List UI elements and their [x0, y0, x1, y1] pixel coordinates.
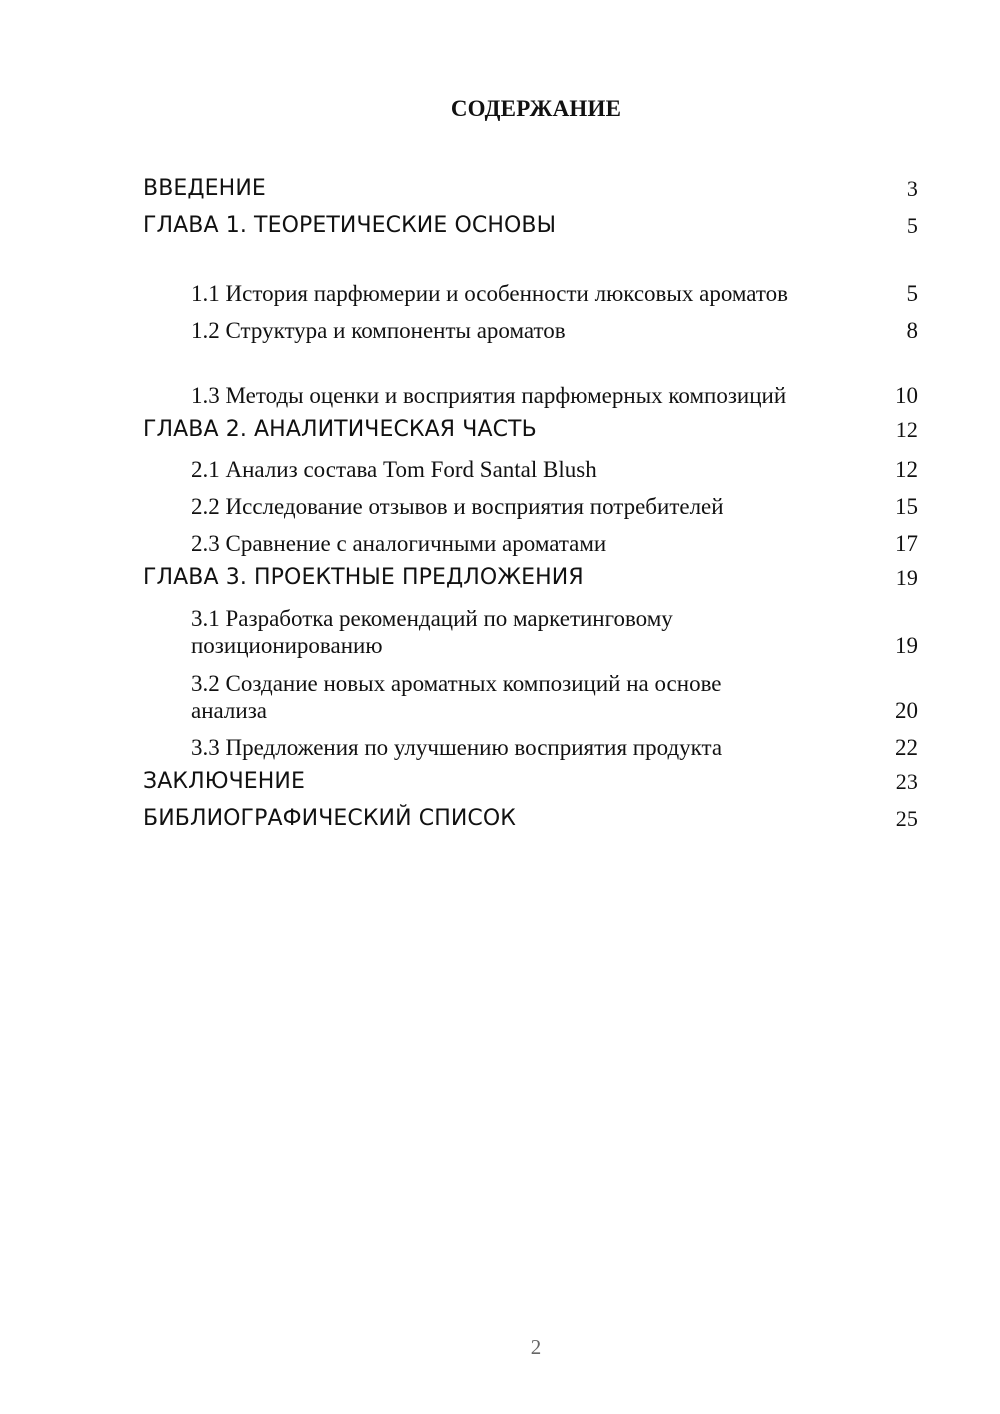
toc-entry-label: 2.3 Сравнение с аналогичными ароматами: [191, 531, 607, 556]
toc-entry-conclusion[interactable]: [143, 763, 918, 800]
toc-entry-label: 3.2 Создание новых ароматных композиций на основе анализа: [191, 671, 722, 723]
toc-entry-page: 20: [895, 698, 918, 723]
toc-entry-page: 17: [895, 531, 918, 556]
toc-entry-chapter-2[interactable]: [143, 411, 918, 448]
toc-entry-label: ЗАКЛЮЧЕНИЕ: [143, 769, 305, 794]
toc-entry-section-1-1[interactable]: [143, 244, 918, 309]
toc-entry-page: 12: [895, 416, 918, 442]
toc-entry-section-3-1[interactable]: [143, 596, 918, 661]
table-of-contents: [143, 170, 918, 837]
toc-entry-label: ГЛАВА 2. АНАЛИТИЧЕСКАЯ ЧАСТЬ: [143, 417, 537, 442]
toc-entry-label: 1.1 История парфюмерии и особенности люксовых ароматов: [191, 281, 789, 306]
toc-entry-page: 12: [895, 457, 918, 482]
toc-entry-label: 3.1 Разработка рекомендаций по маркетинговому позиционированию: [191, 606, 673, 658]
page-title: СОДЕРЖАНИЕ: [450, 96, 622, 121]
toc-entry-section-1-3[interactable]: [143, 346, 918, 411]
toc-entry-label: ВВЕДЕНИЕ: [143, 176, 266, 201]
toc-entry-page: 8: [906, 318, 918, 343]
toc-entry-label: БИБЛИОГРАФИЧЕСКИЙ СПИСОК: [143, 806, 517, 831]
toc-entry-page: 5: [906, 281, 918, 306]
toc-entry-section-3-3[interactable]: [143, 726, 918, 763]
toc-entry-bibliography[interactable]: [143, 800, 918, 837]
toc-entry-section-2-1[interactable]: [143, 448, 918, 485]
toc-entry-page: 3: [906, 175, 918, 201]
toc-entry-page: 19: [895, 564, 918, 590]
toc-entry-chapter-3[interactable]: [143, 559, 918, 596]
toc-entry-chapter-1[interactable]: [143, 207, 918, 244]
toc-entry-section-2-3[interactable]: [143, 522, 918, 559]
toc-entry-page: 19: [895, 633, 918, 658]
toc-entry-label: ГЛАВА 1. ТЕОРЕТИЧЕСКИЕ ОСНОВЫ: [143, 213, 557, 238]
toc-entry-label: 2.2 Исследование отзывов и восприятия потребителей: [191, 494, 724, 519]
toc-entry-label: 2.1 Анализ состава Tom Ford Santal Blush: [191, 457, 597, 482]
toc-entry-section-2-2[interactable]: [143, 485, 918, 522]
toc-entry-page: 25: [895, 805, 918, 831]
toc-entry-section-3-2[interactable]: [143, 661, 918, 726]
toc-entry-page: 15: [895, 494, 918, 519]
toc-entry-label: ГЛАВА 3. ПРОЕКТНЫЕ ПРЕДЛОЖЕНИЯ: [143, 565, 584, 590]
toc-entry-introduction[interactable]: [143, 170, 918, 207]
toc-entry-label: 1.3 Методы оценки и восприятия парфюмерных композиций: [191, 383, 787, 408]
toc-entry-page: 10: [895, 383, 918, 408]
toc-entry-page: 22: [895, 735, 918, 760]
toc-entry-page: 5: [906, 212, 918, 238]
toc-entry-section-1-2[interactable]: [143, 309, 918, 346]
toc-entry-label: 1.2 Структура и компоненты ароматов: [191, 318, 566, 343]
toc-entry-label: 3.3 Предложения по улучшению восприятия продукта: [191, 735, 723, 760]
toc-entry-page: 23: [895, 768, 918, 794]
page-number: 2: [530, 1335, 542, 1359]
